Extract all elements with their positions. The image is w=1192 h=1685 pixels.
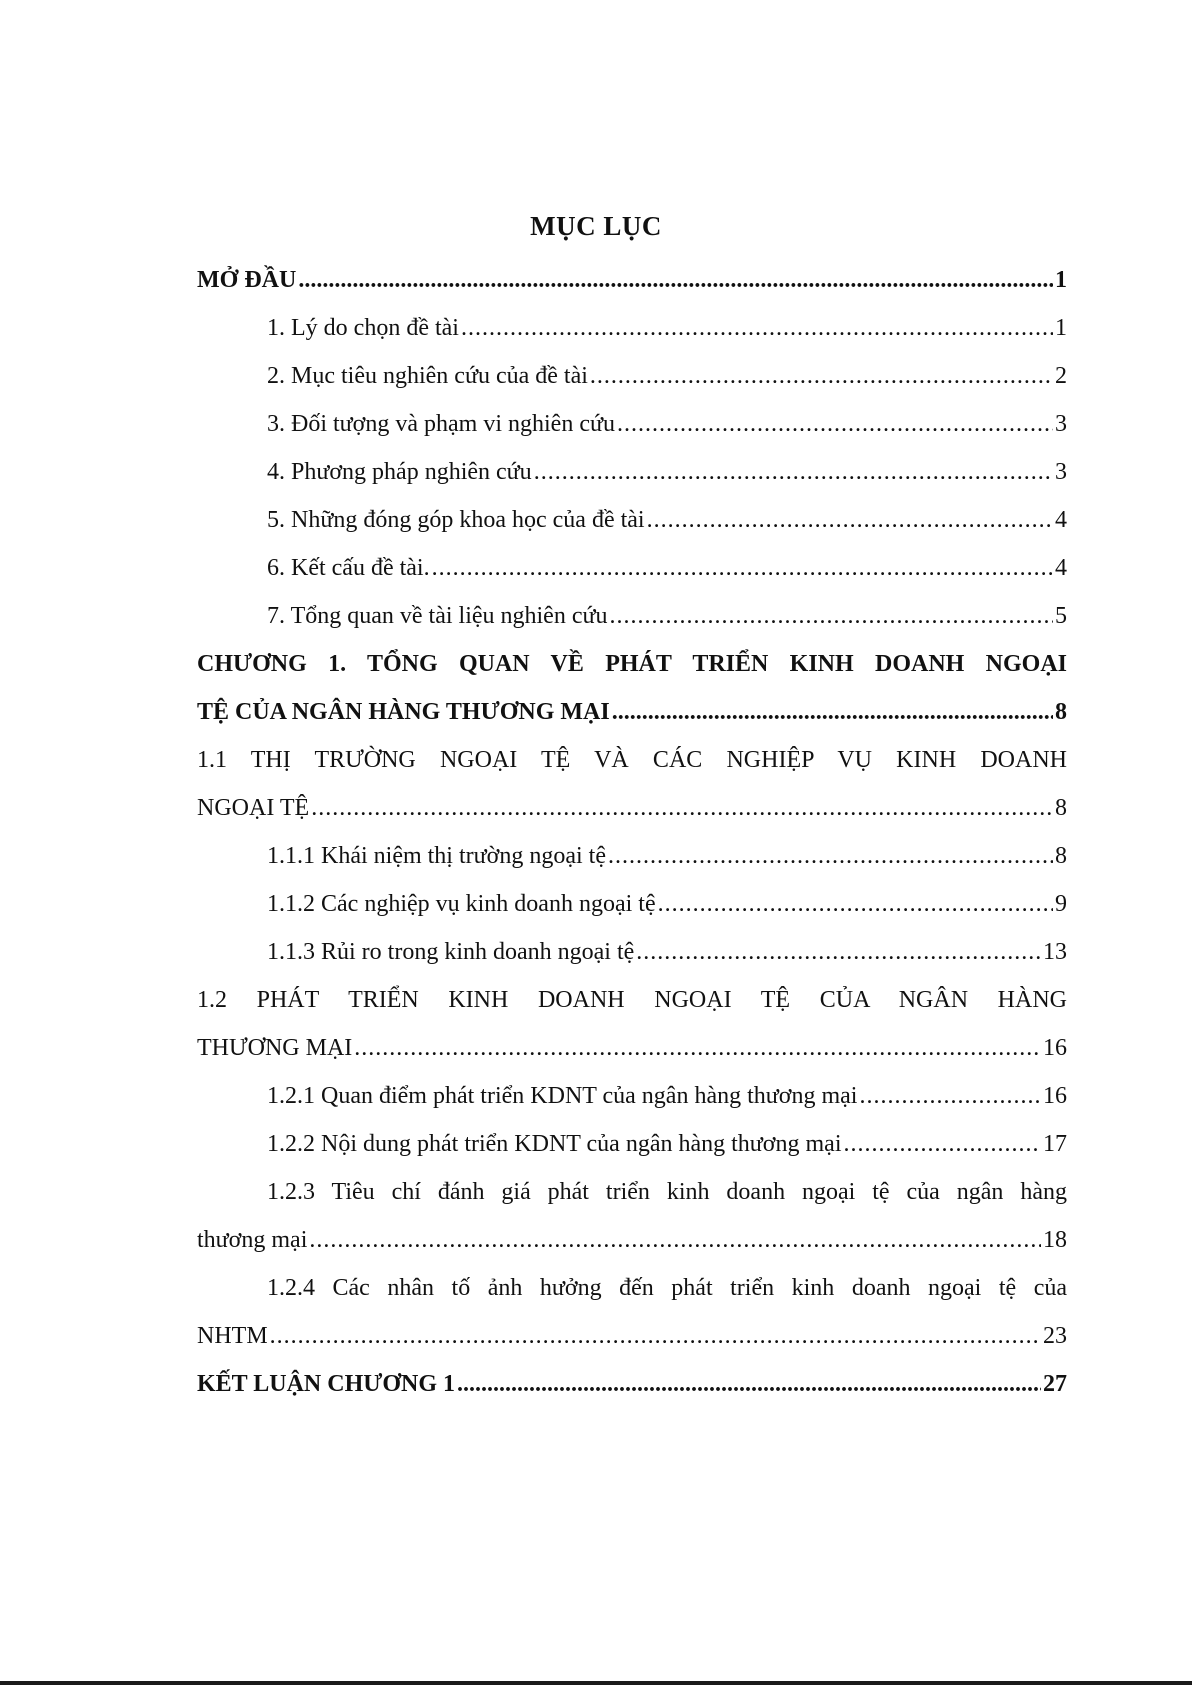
toc-entry-label: 6. Kết cấu đề tài. <box>267 555 430 581</box>
toc-entry-page: 18 <box>1043 1227 1067 1253</box>
toc-entry-label: MỞ ĐẦU <box>197 267 297 293</box>
toc-entry-4[interactable] <box>197 448 1067 496</box>
toc-entry-1-2-1[interactable] <box>197 1072 1067 1120</box>
dot-leader <box>636 937 1041 967</box>
toc-entry-label: KẾT LUẬN CHƯƠNG 1 <box>197 1371 456 1397</box>
toc-entry-label: NGOẠI TỆ <box>197 795 310 821</box>
dot-leader <box>534 457 1053 487</box>
dot-leader <box>647 505 1053 535</box>
toc-entry-1-2-line1[interactable]: 1.2 PHÁT TRIỂN KINH DOANH NGOẠI TỆ CỦA NGÂN HÀNG <box>197 987 1067 1013</box>
dot-leader <box>270 1321 1041 1351</box>
dot-leader <box>608 841 1053 871</box>
toc-entry-1-1[interactable] <box>197 784 1067 832</box>
toc-entry-page: 3 <box>1055 411 1067 437</box>
dot-leader <box>612 697 1053 727</box>
toc-entry-chapter-1-line1[interactable]: CHƯƠNG 1. TỔNG QUAN VỀ PHÁT TRIỂN KINH DOANH NGOẠI <box>197 651 1067 677</box>
toc-entry-1-2-4-line1[interactable]: 1.2.4 Các nhân tố ảnh hưởng đến phát triển kinh doanh ngoại tệ của <box>267 1275 1067 1301</box>
toc-entry-page: 4 <box>1055 555 1067 581</box>
toc-entry-label: 1. Lý do chọn đề tài <box>267 315 459 341</box>
toc-entry-page: 8 <box>1055 795 1067 821</box>
toc-title: MỤC LỤC <box>530 211 662 241</box>
toc-entry-7[interactable] <box>197 592 1067 640</box>
toc-entry-1-1-2[interactable] <box>197 880 1067 928</box>
toc-entry-chapter-1[interactable] <box>197 688 1067 736</box>
dot-leader <box>844 1129 1042 1159</box>
toc-entry-page: 17 <box>1043 1131 1067 1157</box>
toc-entry-page: 16 <box>1043 1035 1067 1061</box>
toc-entry-2[interactable] <box>197 352 1067 400</box>
toc-entry-chapter-1-conclusion[interactable] <box>197 1360 1067 1408</box>
toc-entry-label: 5. Những đóng góp khoa học của đề tài <box>267 507 645 533</box>
toc-entry-1[interactable] <box>197 304 1067 352</box>
toc-entry-label: 1.2.1 Quan điểm phát triển KDNT của ngân hàng thương mại <box>267 1083 858 1109</box>
toc-entry-6[interactable] <box>197 544 1067 592</box>
toc-entry-1-1-line1[interactable]: 1.1 THỊ TRƯỜNG NGOẠI TỆ VÀ CÁC NGHIỆP VỤ KINH DOANH <box>197 747 1067 773</box>
toc-entry-label: NHTM <box>197 1323 268 1349</box>
toc-entry-label: TỆ CỦA NGÂN HÀNG THƯƠNG MẠI <box>197 699 610 725</box>
page-bottom-edge <box>0 1681 1192 1685</box>
toc-entry-label: 4. Phương pháp nghiên cứu <box>267 459 532 485</box>
toc-entry-page: 1 <box>1055 267 1067 293</box>
toc-entry-label: thương mại <box>197 1227 308 1253</box>
dot-leader <box>309 1225 1041 1255</box>
toc-entry-label: 1.1.1 Khái niệm thị trường ngoại tệ <box>267 843 606 869</box>
toc-entry-1-1-1[interactable] <box>197 832 1067 880</box>
toc-entry-1-2-3-line1[interactable]: 1.2.3 Tiêu chí đánh giá phát triển kinh doanh ngoại tệ của ngân hàng <box>267 1179 1067 1205</box>
toc-entry-page: 8 <box>1055 843 1067 869</box>
toc-entry-page: 16 <box>1043 1083 1067 1109</box>
dot-leader <box>457 1369 1041 1399</box>
toc-entry-introduction[interactable] <box>197 256 1067 304</box>
toc-entry-page: 8 <box>1055 699 1067 725</box>
dot-leader <box>311 793 1053 823</box>
toc-entry-label: 3. Đối tượng và phạm vi nghiên cứu <box>267 411 615 437</box>
toc-entry-1-2-4[interactable] <box>197 1312 1067 1360</box>
toc-entry-label: 1.2.2 Nội dung phát triển KDNT của ngân hàng thương mại <box>267 1131 842 1157</box>
toc-entry-label: 1.1.2 Các nghiệp vụ kinh doanh ngoại tệ <box>267 891 656 917</box>
dot-leader <box>432 553 1053 583</box>
toc-entry-1-2[interactable] <box>197 1024 1067 1072</box>
dot-leader <box>461 313 1053 343</box>
dot-leader <box>354 1033 1041 1063</box>
dot-leader <box>658 889 1053 919</box>
dot-leader <box>298 265 1053 295</box>
dot-leader <box>617 409 1053 439</box>
table-of-contents <box>197 256 1067 1408</box>
toc-entry-page: 4 <box>1055 507 1067 533</box>
dot-leader <box>859 1081 1041 1111</box>
toc-entry-label: 7. Tổng quan về tài liệu nghiên cứu <box>267 603 608 629</box>
toc-entry-page: 5 <box>1055 603 1067 629</box>
toc-entry-page: 9 <box>1055 891 1067 917</box>
toc-entry-1-2-3[interactable] <box>197 1216 1067 1264</box>
toc-entry-page: 13 <box>1043 939 1067 965</box>
toc-entry-1-2-2[interactable] <box>197 1120 1067 1168</box>
toc-entry-1-1-3[interactable] <box>197 928 1067 976</box>
toc-entry-page: 1 <box>1055 315 1067 341</box>
toc-entry-page: 3 <box>1055 459 1067 485</box>
toc-entry-page: 2 <box>1055 363 1067 389</box>
toc-entry-3[interactable] <box>197 400 1067 448</box>
toc-entry-page: 23 <box>1043 1323 1067 1349</box>
toc-entry-5[interactable] <box>197 496 1067 544</box>
dot-leader <box>610 601 1054 631</box>
toc-entry-page: 27 <box>1043 1371 1067 1397</box>
dot-leader <box>590 361 1053 391</box>
toc-entry-label: 1.1.3 Rủi ro trong kinh doanh ngoại tệ <box>267 939 635 965</box>
toc-entry-label: THƯƠNG MẠI <box>197 1035 353 1061</box>
toc-entry-label: 2. Mục tiêu nghiên cứu của đề tài <box>267 363 588 389</box>
